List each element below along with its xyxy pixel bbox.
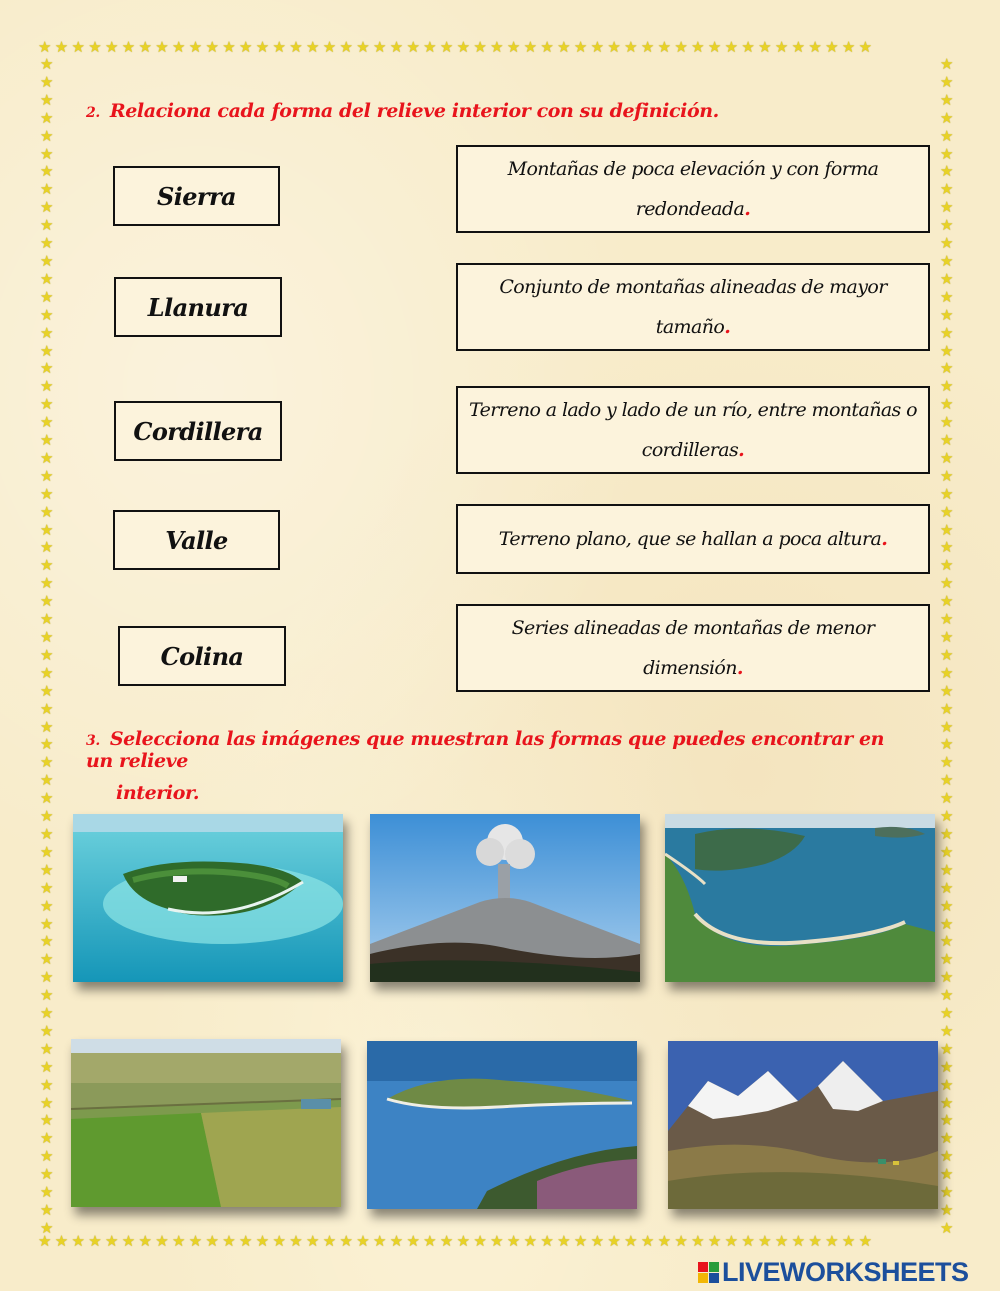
definition-text: Montañas de poca elevación y con forma redondeada.	[507, 158, 879, 220]
task2-title: Relaciona cada forma del relieve interior con su definición.	[109, 100, 719, 122]
term-box-colina[interactable]	[118, 626, 286, 686]
definition-text: Terreno plano, que se hallan a poca altura.	[498, 528, 888, 550]
photo-volcano[interactable]	[370, 814, 640, 982]
photo-island-tropical[interactable]	[73, 814, 343, 982]
volcano-image	[370, 814, 640, 982]
island-image	[73, 814, 343, 982]
photo-small-island[interactable]	[367, 1041, 637, 1209]
task3-title-line2: interior.	[116, 782, 200, 804]
task3-title-line1: Selecciona las imágenes que muestran las formas que puedes encontrar en un relieve	[86, 728, 885, 772]
photo-farmland-plain[interactable]	[71, 1039, 341, 1207]
task2-heading	[86, 100, 719, 122]
definition-box-5[interactable]	[456, 604, 930, 692]
term-label: Valle	[165, 525, 228, 555]
term-box-cordillera[interactable]	[114, 401, 282, 461]
star-border-bottom: ★★★★★★★★★★★★★★★★★★★★★★★★★★★★★★★★★★★★★★★★★★★★★★★★★★	[38, 1234, 876, 1250]
photo-coastal-bay[interactable]	[665, 814, 935, 982]
coastal-bay-image	[665, 814, 935, 982]
term-label: Sierra	[157, 181, 236, 211]
photo-snowy-mountains[interactable]	[668, 1041, 938, 1209]
term-box-valle[interactable]	[113, 510, 280, 570]
star-border-left: ★★★★★★★★★★★★★★★★★★★★★★★★★★★★★★★★★★★★★★★★★★★★★★★★★★★★★★★★★★★★★★★★★★	[40, 56, 54, 1236]
term-box-llanura[interactable]	[114, 277, 282, 337]
definition-text: Terreno a lado y lado de un río, entre montañas o cordilleras.	[469, 399, 917, 461]
definition-text: Series alineadas de montañas de menor dimensión.	[511, 617, 875, 679]
brand-name: LIVEWORKSHEETS	[722, 1256, 969, 1287]
plain-image	[71, 1039, 341, 1207]
task3-number: 3.	[86, 733, 100, 749]
term-box-sierra[interactable]	[113, 166, 280, 226]
term-label: Llanura	[147, 292, 249, 322]
definition-box-3[interactable]	[456, 386, 930, 474]
task2-number: 2.	[86, 105, 100, 121]
mountains-image	[668, 1041, 938, 1209]
liveworksheets-logo	[698, 1257, 969, 1287]
star-border-right: ★★★★★★★★★★★★★★★★★★★★★★★★★★★★★★★★★★★★★★★★★★★★★★★★★★★★★★★★★★★★★★★★★★	[940, 56, 954, 1236]
term-label: Colina	[160, 641, 244, 671]
brand-grid-icon	[698, 1262, 719, 1283]
term-label: Cordillera	[133, 416, 263, 446]
definition-text: Conjunto de montañas alineadas de mayor tamaño.	[499, 276, 887, 338]
definition-box-4[interactable]	[456, 504, 930, 574]
definition-box-2[interactable]	[456, 263, 930, 351]
task3-heading	[86, 728, 916, 804]
small-island-image	[367, 1041, 637, 1209]
star-border-top: ★★★★★★★★★★★★★★★★★★★★★★★★★★★★★★★★★★★★★★★★★★★★★★★★★★	[38, 40, 876, 56]
definition-box-1[interactable]	[456, 145, 930, 233]
